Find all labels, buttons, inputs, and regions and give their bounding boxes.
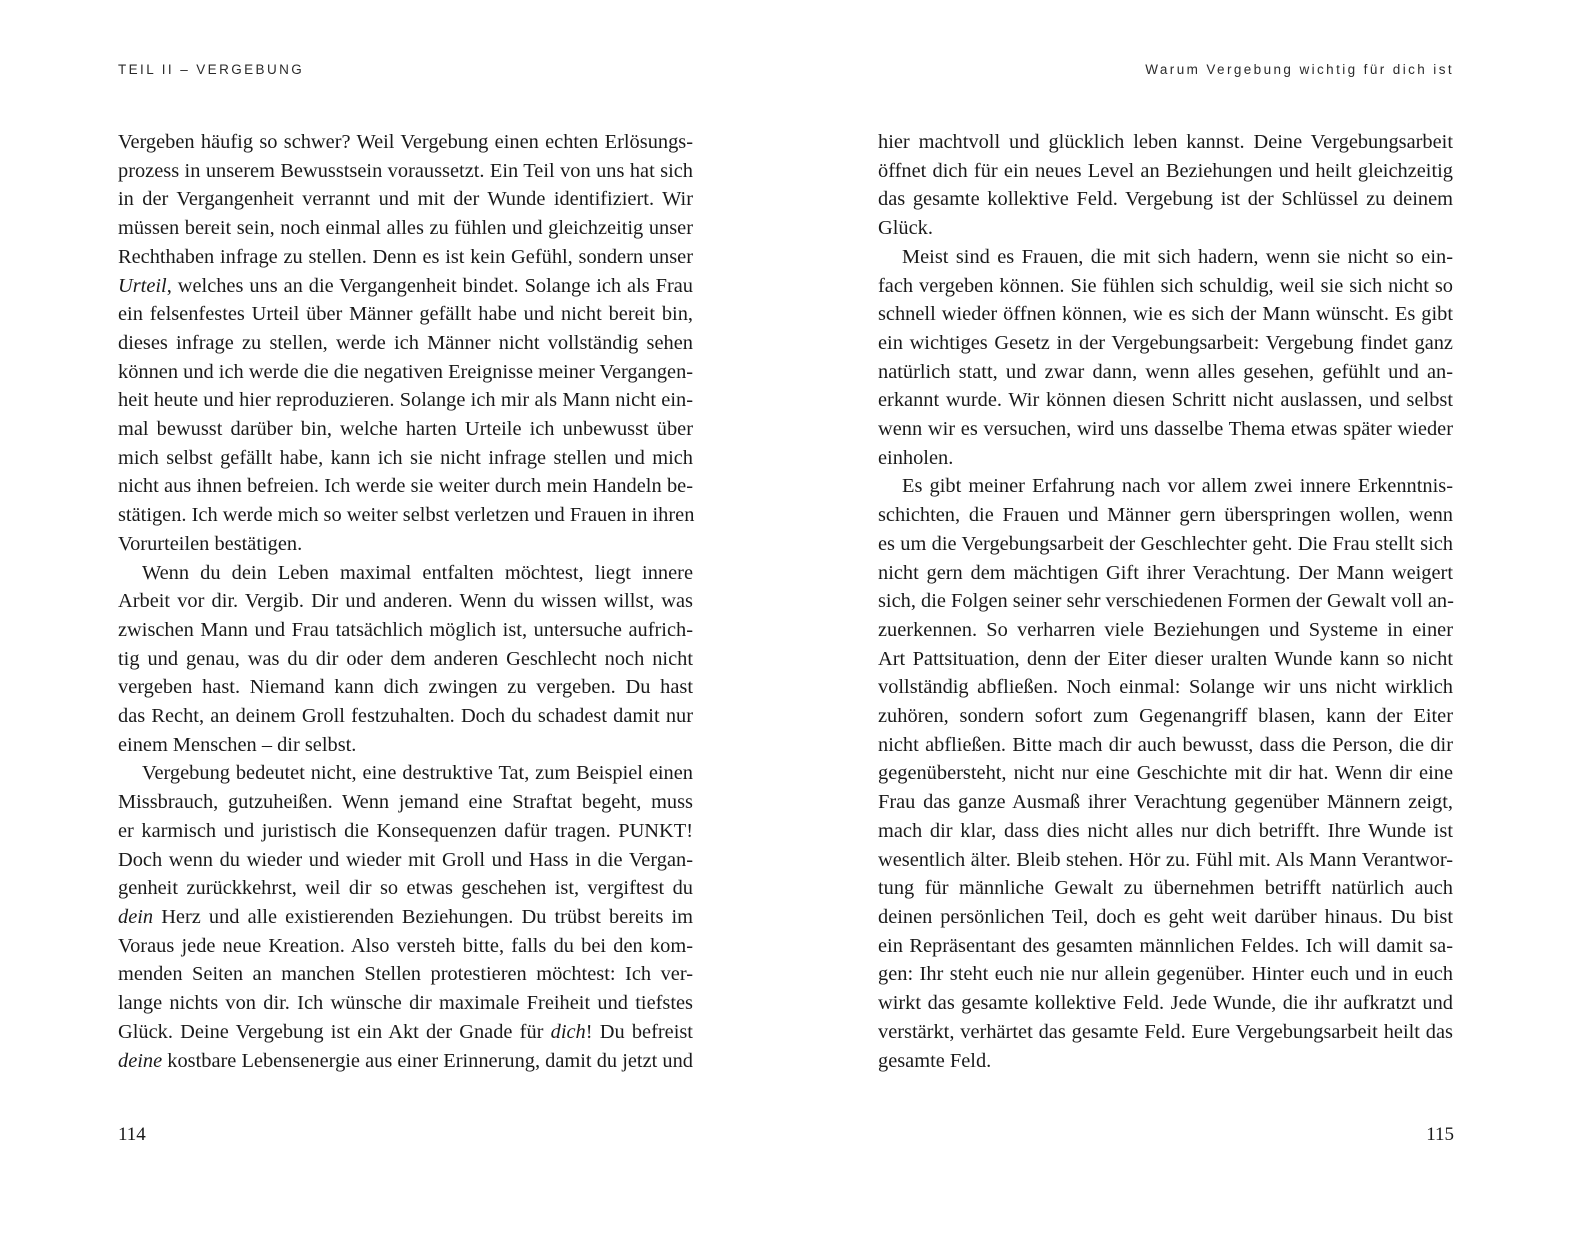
text-line: gesamte Feld.	[878, 1049, 992, 1072]
left-page-body	[118, 128, 693, 1075]
text-line: Art Pattsituation, denn der Eiter dieser uralten Wunde kann so nicht	[878, 647, 1453, 670]
text-line: mal bewusst darüber bin, welche harten Urteile ich unbewusst über	[118, 418, 693, 441]
text-line: Meist sind es Frauen, die mit sich hadern, wenn sie nicht so ein-	[902, 245, 1453, 268]
text-line: vollständig abfließen. Noch einmal: Solange wir uns nicht wirklich	[878, 676, 1453, 699]
text-line: dieses infrage zu stellen, werde ich Männer nicht vollständig sehen	[118, 331, 693, 354]
text-line: Missbrauch, gutzuheißen. Wenn jemand eine Straftat begeht, muss	[118, 791, 693, 814]
text-line: Vergebung bedeutet nicht, eine destruktive Tat, zum Beispiel einen	[142, 762, 693, 785]
right-page-body	[878, 128, 1453, 1075]
text-line: Doch wenn du wieder und wieder mit Groll und Hass in die Vergan-	[118, 848, 693, 871]
text-line: Frau das ganze Ausmaß ihrer Verachtung gegenüber Männern zeigt,	[878, 791, 1453, 814]
text-line: heit heute und hier reproduzieren. Solange ich mir als Mann nicht ein-	[118, 389, 693, 412]
text-line: Glück. Deine Vergebung ist ein Akt der Gnade für dich! Du befreist	[118, 1020, 693, 1043]
text-line: Glück.	[878, 217, 933, 240]
text-line: natürlich statt, und zwar dann, wenn alles gesehen, gefühlt und an-	[878, 360, 1453, 383]
text-line: das gesamte kollektive Feld. Vergebung ist der Schlüssel zu deinem	[878, 188, 1453, 211]
text-line: vergeben hast. Niemand kann dich zwingen zu vergeben. Du hast	[118, 676, 693, 699]
text-line: sich, die Folgen seiner sehr verschiedenen Formen der Gewalt voll an-	[878, 590, 1454, 613]
text-line: mich selbst gefällt habe, kann ich sie nicht infrage stellen und mich	[118, 446, 693, 469]
text-line: wesentlich älter. Bleib stehen. Hör zu. Fühl mit. Als Mann Verantwor-	[878, 848, 1453, 871]
text-line: erkannt wurde. Wir können diesen Schritt nicht auslassen, und selbst	[878, 389, 1453, 412]
text-line: schnell wieder öffnen können, wie es sich der Mann wünscht. Es gibt	[878, 303, 1453, 326]
text-line: Arbeit vor dir. Vergib. Dir und anderen. Wenn du wissen willst, was	[118, 590, 693, 613]
text-line: deine kostbare Lebensenergie aus einer Erinnerung, damit du jetzt und	[118, 1049, 693, 1072]
page-number-left: 114	[118, 1124, 146, 1145]
text-line: gen: Ihr steht euch nie nur allein gegenüber. Hinter euch und in euch	[878, 963, 1453, 986]
text-line: einem Menschen – dir selbst.	[118, 733, 357, 756]
text-line: schichten, die Frauen und Männer gern überspringen wollen, wenn	[878, 504, 1453, 527]
paragraph	[118, 128, 693, 559]
text-line: Rechthaben infrage zu stellen. Denn es ist kein Gefühl, sondern unser	[118, 245, 693, 268]
text-line: Vorurteilen bestätigen.	[118, 532, 303, 555]
text-line: müssen bereit sein, noch einmal alles zu fühlen und gleichzeitig unser	[118, 217, 693, 240]
paragraph	[878, 243, 1453, 473]
text-line: deinen persönlichen Teil, doch es geht weit darüber hinaus. Du bist	[878, 905, 1453, 928]
paragraph	[878, 472, 1453, 1075]
text-line: tig und genau, was du dir oder dem anderen Geschlecht noch nicht	[118, 647, 693, 670]
text-line: verstärkt, verhärtet das gesamte Feld. Eure Vergebungsarbeit heilt das	[878, 1020, 1453, 1043]
text-line: prozess in unserem Bewusstsein voraussetzt. Ein Teil von uns hat sich	[118, 159, 693, 182]
text-line: ein Repräsentant des gesamten männlichen Feldes. Ich will damit sa-	[878, 934, 1453, 957]
text-line: zwischen Mann und Frau tatsächlich möglich ist, untersuche aufrich-	[118, 618, 693, 641]
text-line: Wenn du dein Leben maximal entfalten möchtest, liegt innere	[142, 561, 693, 584]
page-number-right: 115	[1426, 1124, 1454, 1145]
text-line: er karmisch und juristisch die Konsequenzen dafür tragen. PUNKT!	[118, 819, 693, 842]
text-line: nicht gern dem mächtigen Gift ihrer Verachtung. Der Mann weigert	[878, 561, 1453, 584]
text-line: tung für männliche Gewalt zu übernehmen betrifft natürlich auch	[878, 877, 1453, 900]
text-line: hier machtvoll und glücklich leben kannst. Deine Vergebungsarbeit	[878, 131, 1453, 153]
paragraph	[118, 759, 693, 1075]
text-line: mach dir klar, dass dies nicht alles nur dich betrifft. Ihre Wunde ist	[878, 819, 1453, 842]
text-line: stätigen. Ich werde mich so weiter selbst verletzen und Frauen in ihren	[118, 504, 695, 527]
text-line: Urteil, welches uns an die Vergangenheit bindet. Solange ich als Frau	[118, 274, 693, 297]
text-line: fach vergeben können. Sie fühlen sich schuldig, weil sie sich nicht so	[878, 274, 1453, 297]
paragraph	[118, 559, 693, 760]
text-line: einholen.	[878, 446, 954, 469]
text-line: Es gibt meiner Erfahrung nach vor allem zwei innere Erkenntnis-	[902, 475, 1453, 498]
text-line: zuhören, sondern sofort zum Gegenangriff blasen, kann der Eiter	[878, 705, 1453, 728]
text-line: können und ich werde die die negativen Ereignisse meiner Vergangen-	[118, 360, 694, 383]
text-line: öffnet dich für ein neues Level an Beziehungen und heilt gleichzeitig	[878, 159, 1453, 182]
running-head-right: Warum Vergebung wichtig für dich ist	[1145, 62, 1454, 77]
text-line: in der Vergangenheit verrannt und mit der Wunde identifiziert. Wir	[118, 188, 693, 211]
text-line: wirkt das gesamte kollektive Feld. Jede Wunde, die ihr aufkratzt und	[878, 992, 1453, 1015]
text-line: Voraus jede neue Kreation. Also versteh bitte, falls du bei den kom-	[118, 934, 693, 957]
text-line: ein wichtiges Gesetz in der Vergebungsarbeit: Vergebung findet ganz	[878, 331, 1453, 354]
text-line: menden Seiten an manchen Stellen protestieren möchtest: Ich ver-	[118, 963, 693, 986]
paragraph	[878, 128, 1453, 243]
text-line: zuerkennen. So verharren viele Beziehungen und Systeme in einer	[878, 618, 1453, 641]
text-line: nicht abfließen. Bitte mach dir auch bewusst, dass die Person, die dir	[878, 733, 1453, 756]
text-line: das Recht, an deinem Groll festzuhalten. Doch du schadest damit nur	[118, 705, 693, 728]
text-line: Vergeben häufig so schwer? Weil Vergebung einen echten Erlösungs-	[118, 131, 693, 153]
text-line: gegenübersteht, nicht nur eine Geschichte mit dir hat. Wenn dir eine	[878, 762, 1453, 785]
text-line: ein felsenfestes Urteil über Männer gefällt habe und nicht bereit bin,	[118, 303, 693, 326]
text-line: genheit zurückkehrst, weil dir so etwas geschehen ist, vergiftest du	[118, 877, 693, 900]
text-line: wenn wir es versuchen, wird uns dasselbe Thema etwas später wieder	[878, 418, 1453, 441]
text-line: dein Herz und alle existierenden Beziehungen. Du trübst bereits im	[118, 905, 693, 928]
text-line: es um die Vergebungsarbeit der Geschlechter geht. Die Frau stellt sich	[878, 532, 1453, 555]
running-head-left: TEIL II – VERGEBUNG	[118, 62, 305, 77]
text-line: lange nichts von dir. Ich wünsche dir maximale Freiheit und tiefstes	[118, 992, 693, 1015]
text-line: nicht aus ihnen befreien. Ich werde sie weiter durch mein Handeln be-	[118, 475, 693, 498]
right-page	[797, 0, 1594, 1240]
